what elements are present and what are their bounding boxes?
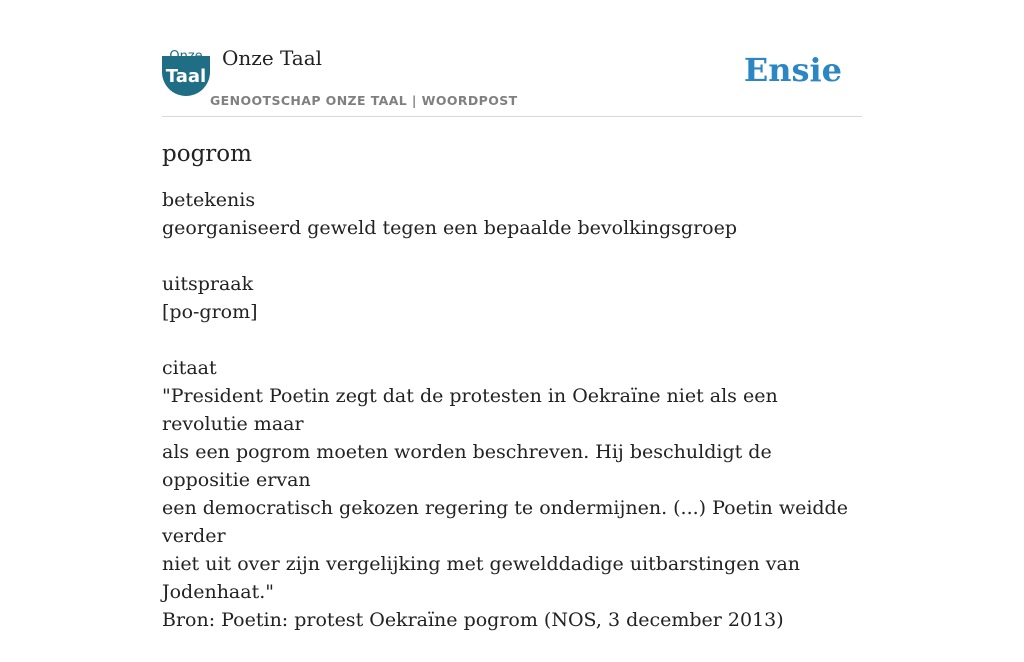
section-label: citaat xyxy=(162,357,217,379)
entry-card xyxy=(162,0,862,631)
word-title: pogrom xyxy=(162,141,252,167)
section-value: georganiseerd geweld tegen een bepaalde bevolkingsgroep xyxy=(162,217,738,239)
logo-text-taal: Taal xyxy=(165,66,207,87)
section-uitspraak xyxy=(162,270,862,326)
section-citaat xyxy=(162,354,862,634)
site-name[interactable]: Onze Taal xyxy=(222,46,323,70)
ensie-brand-link[interactable]: Ensie xyxy=(743,51,842,89)
section-label: uitspraak xyxy=(162,273,254,295)
entry-content xyxy=(162,136,862,662)
logo-text-onze: Onze xyxy=(169,49,203,64)
header xyxy=(162,0,862,117)
site-subtitle: GENOOTSCHAP ONZE TAAL | WOORDPOST xyxy=(210,93,518,108)
section-value: [po-grom] xyxy=(162,301,258,323)
onze-taal-logo[interactable] xyxy=(162,46,210,96)
citation-text: "President Poetin zegt dat de protesten in Oekraïne niet als een revolutie maar als een pogrom moeten worden beschreven. Hij beschuldigt de oppositie ervan een democratisch gekozen regering te ondermijnen. (...) Poetin weidde verder niet uit over zijn vergelijking met gewelddadige uitbarstingen van Jodenhaat." Bron: Poetin: protest Oekraïne pogrom (NOS, 3 december 2013) xyxy=(162,385,848,631)
section-betekenis xyxy=(162,186,862,242)
section-label: betekenis xyxy=(162,189,256,211)
